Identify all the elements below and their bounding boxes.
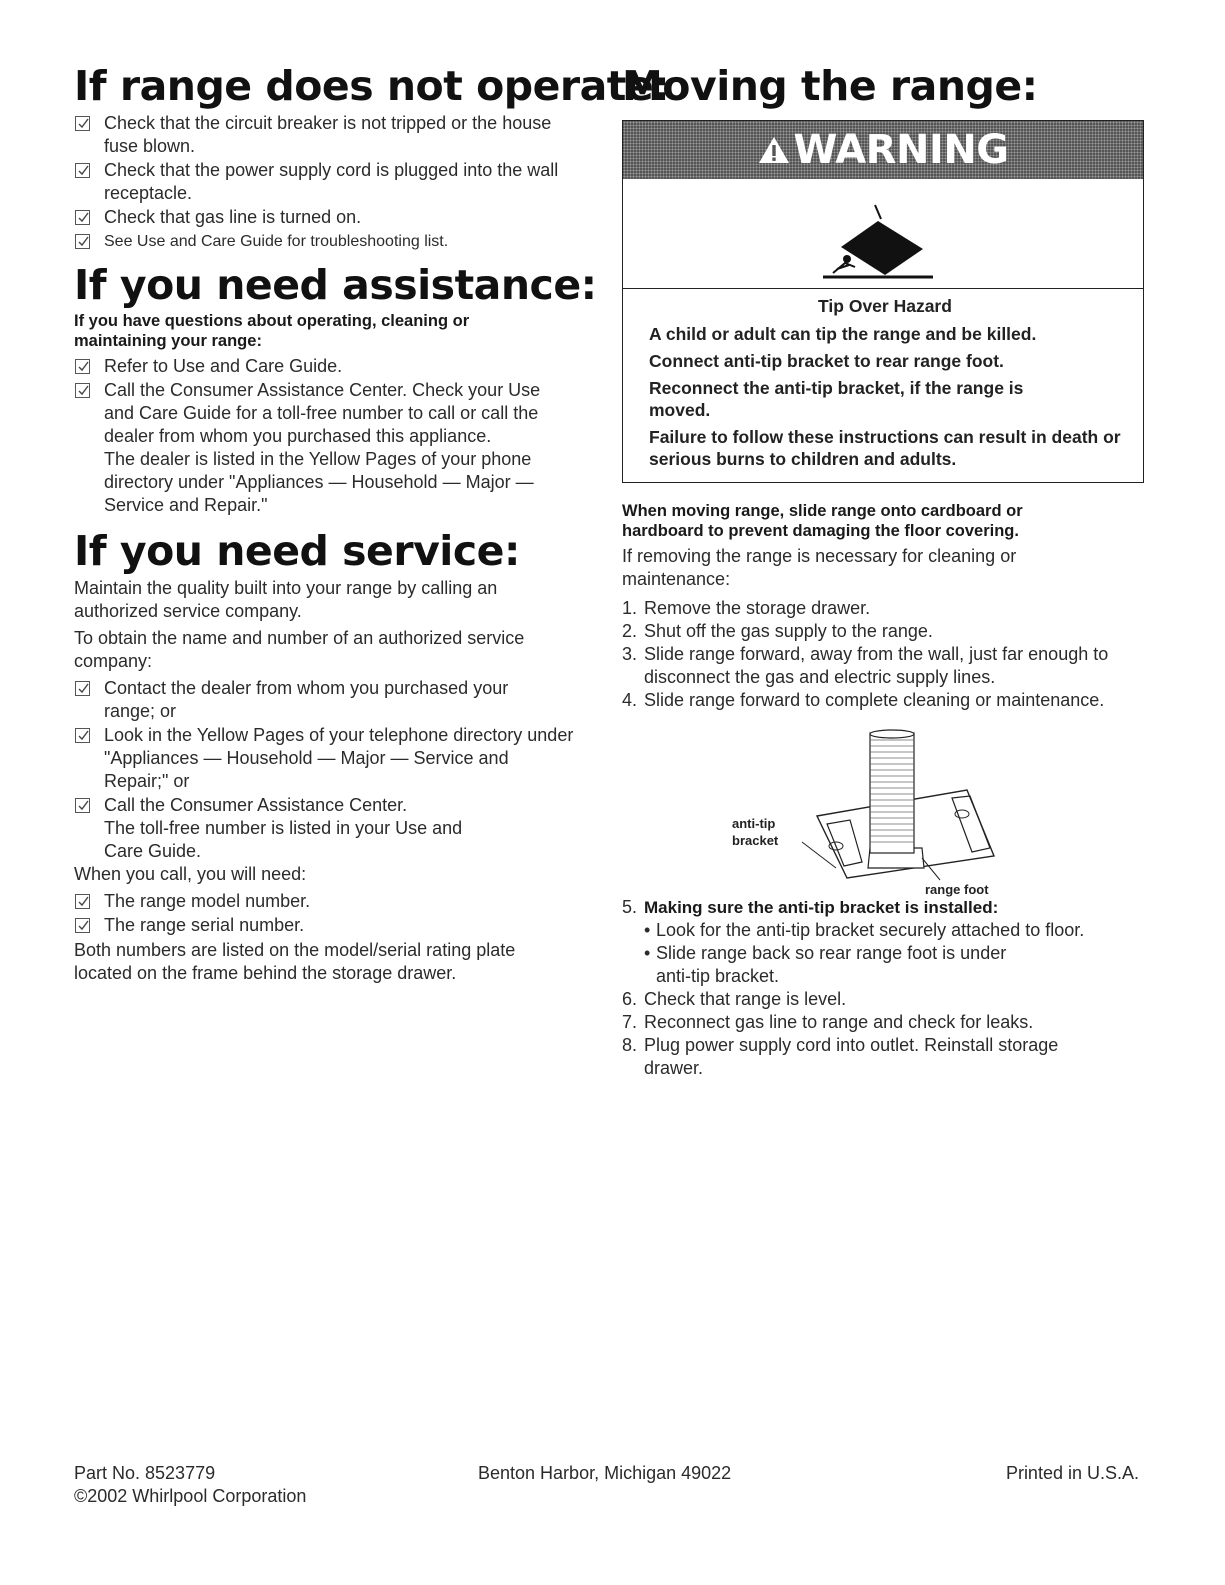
- checklist-item: The range model number.: [74, 890, 589, 913]
- part-number: Part No. 8523779: [74, 1463, 216, 1483]
- tip-over-icon: [623, 179, 1145, 289]
- checkbox-icon: [75, 798, 90, 813]
- warning-banner: [623, 121, 1143, 179]
- bullet-item: • Slide range back so rear range foot is under anti-tip bracket.: [644, 943, 1007, 986]
- step-item: 1. Remove the storage drawer.: [622, 598, 871, 618]
- moving-steps-c: [622, 988, 1144, 1080]
- checklist-item: Look in the Yellow Pages of your telephone directory under "Appliances — Household — Major — Service and Repair;" or: [74, 724, 574, 793]
- checkbox-icon: [75, 210, 90, 225]
- warning-title: WARNING: [793, 127, 1009, 173]
- cardboard-note: When moving range, slide range onto cardboard or hardboard to prevent damaging the floor covering.: [622, 502, 1023, 540]
- checkbox-icon: [75, 116, 90, 131]
- moving-steps-b: [622, 896, 1144, 919]
- checkbox-icon: [75, 163, 90, 178]
- warning-triangle-icon: [757, 135, 791, 165]
- step-item: 4. Slide range forward to complete cleaning or maintenance.: [622, 690, 1105, 710]
- service-para-1: Maintain the quality built into your range by calling an authorized service company.: [74, 578, 498, 621]
- checklist-item: Call the Consumer Assistance Center.: [74, 794, 589, 817]
- step-item: 2. Shut off the gas supply to the range.: [622, 621, 933, 641]
- checkbox-icon: [75, 383, 90, 398]
- checklist-item: Refer to Use and Care Guide.: [74, 355, 589, 378]
- warning-line: Connect anti-tip bracket to rear range foot.: [649, 351, 1004, 371]
- heading-need-service: If you need service:: [74, 527, 520, 575]
- service-checklist: [74, 677, 589, 817]
- warning-box: [622, 120, 1144, 483]
- footer-address: Benton Harbor, Michigan 49022: [478, 1463, 732, 1483]
- assistance-intro: If you have questions about operating, cleaning or maintaining your range:: [74, 312, 470, 350]
- checklist-item: Contact the dealer from whom you purchased your range; or: [74, 677, 544, 723]
- step-item: 5. Making sure the anti-tip bracket is installed:: [622, 897, 999, 917]
- service-para-2: To obtain the name and number of an authorized service company:: [74, 628, 525, 671]
- checklist-item: Check that the power supply cord is plugged into the wall receptacle.: [74, 159, 589, 205]
- when-you-call: When you call, you will need:: [74, 864, 307, 884]
- label-anti-tip: anti-tip: [732, 816, 776, 831]
- bullet-item: • Look for the anti-tip bracket securely attached to floor.: [644, 920, 1085, 940]
- warning-line: A child or adult can tip the range and be killed.: [649, 324, 1037, 344]
- checklist-item: See Use and Care Guide for troubleshooting list.: [74, 230, 589, 253]
- checkbox-icon: [75, 359, 90, 374]
- footer-printed: Printed in U.S.A.: [1005, 1463, 1139, 1483]
- removing-intro: If removing the range is necessary for cleaning or maintenance:: [622, 546, 1017, 589]
- right-column: [622, 62, 1144, 1080]
- tip-over-illustration: [623, 179, 1143, 289]
- checkbox-icon: [75, 894, 90, 909]
- checklist-item: Check that the circuit breaker is not tripped or the house fuse blown.: [74, 112, 589, 158]
- moving-steps-a: [622, 597, 1144, 712]
- anti-tip-bracket-figure: [622, 728, 1144, 898]
- checklist-item: Check that gas line is turned on.: [74, 206, 589, 229]
- checklist-item: The range serial number.: [74, 914, 589, 937]
- step-item: 6. Check that range is level.: [622, 989, 847, 1009]
- label-bracket: bracket: [732, 833, 779, 848]
- checkbox-icon: [75, 728, 90, 743]
- operate-checklist: [74, 112, 589, 253]
- heading-moving-range: Moving the range:: [622, 62, 1038, 110]
- need-checklist: [74, 890, 589, 937]
- checkbox-icon: [75, 234, 90, 249]
- hazard-title: Tip Over Hazard: [818, 296, 952, 316]
- footer-left: [74, 1462, 306, 1508]
- step-item: 3. Slide range forward, away from the wall, just far enough to disconnect the gas and electric supply lines.: [622, 644, 1109, 687]
- step5-bullets: [622, 919, 1144, 988]
- toll-free-note: The toll-free number is listed in your Use and Care Guide.: [104, 818, 463, 861]
- warning-line: Reconnect the anti-tip bracket, if the range is moved.: [649, 378, 1024, 420]
- heading-need-assistance: If you need assistance:: [74, 261, 597, 309]
- warning-line: Failure to follow these instructions can result in death or serious burns to children and adults.: [649, 427, 1121, 469]
- dealer-note: The dealer is listed in the Yellow Pages of your phone directory under "Appliances — Household — Major — Service and Repair.": [104, 449, 534, 515]
- heading-range-not-operate: If range does not operate:: [74, 62, 670, 110]
- warning-text: [623, 289, 1143, 482]
- step-item: 8. Plug power supply cord into outlet. Reinstall storage drawer.: [622, 1035, 1059, 1078]
- copyright: ©2002 Whirlpool Corporation: [74, 1486, 307, 1506]
- checkbox-icon: [75, 918, 90, 933]
- left-column: [74, 62, 670, 985]
- assistance-checklist: [74, 355, 589, 448]
- bracket-diagram: [622, 728, 1144, 898]
- checklist-item: Call the Consumer Assistance Center. Check your Use and Care Guide for a toll-free number to call or call the dealer from whom you purchased this appliance.: [74, 379, 569, 448]
- label-range-foot: range foot: [925, 882, 989, 897]
- checkbox-icon: [75, 681, 90, 696]
- rating-plate-note: Both numbers are listed on the model/serial rating plate located on the frame behind the storage drawer.: [74, 940, 516, 983]
- step-item: 7. Reconnect gas line to range and check for leaks.: [622, 1012, 1034, 1032]
